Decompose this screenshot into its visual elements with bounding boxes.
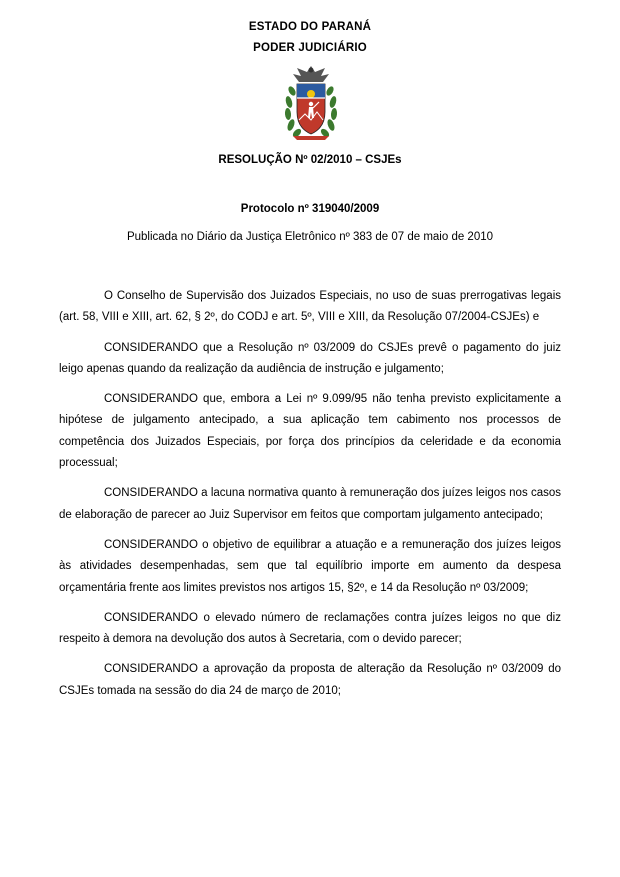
paragraph-considerando-1: CONSIDERANDO que a Resolução nº 03/2009 do CSJEs prevê o pagamento do juiz leigo apenas quando da realização da audiência de instrução e julgamento; xyxy=(59,341,561,375)
resolution-title: RESOLUÇÃO Nº 02/2010 – CSJEs xyxy=(218,154,402,166)
ribbon xyxy=(293,136,329,140)
paragraph-considerando-2: CONSIDERANDO que, embora a Lei nº 9.099/95 não tenha previsto explicitamente a hipótese de julgamento antecipado, a sua aplicação tem cabimento nos processos de competência dos Juizados Especiais, por força dos princípios da celeridade e da economia processual; xyxy=(59,393,561,470)
state-title: ESTADO DO PARANÁ xyxy=(248,21,372,33)
paragraph-considerando-4: CONSIDERANDO o objetivo de equilibrar a atuação e a remuneração dos juízes leigos às atividades desempenhadas, sem que tal equilíbrio importe em aumento da despesa orçamentária frente aos limites previstos nos artigos 15, §2º, e 14 da Resolução nº 03/2009; xyxy=(59,538,561,594)
publication-note: Publicada no Diário da Justiça Eletrônico nº 383 de 07 de maio de 2010 xyxy=(126,231,494,243)
paragraph-preamble: O Conselho de Supervisão dos Juizados Especiais, no uso de suas prerrogativas legais (art. 58, VIII e XIII, art. 62, § 2º, do CODJ e art. 5º, VIII e XIII, da Resolução 07/2004-CSJEs) e xyxy=(59,290,561,324)
paragraph-considerando-3: CONSIDERANDO a lacuna normativa quanto à remuneração dos juízes leigos nos casos de elaboração de parecer ao Juiz Supervisor em feitos que comportam julgamento antecipado; xyxy=(59,487,561,521)
protocol-number: Protocolo nº 319040/2009 xyxy=(240,203,380,215)
shield xyxy=(297,84,325,134)
eagle-crest xyxy=(293,66,329,82)
paragraph-considerando-6: CONSIDERANDO a aprovação da proposta de alteração da Resolução nº 03/2009 do CSJEs tomada na sessão do dia 24 de março de 2010; xyxy=(59,663,561,697)
court-title: PODER JUDICIÁRIO xyxy=(253,42,367,54)
paragraph-considerando-5: CONSIDERANDO o elevado número de reclamações contra juízes leigos no que diz respeito à demora na devolução dos autos à Secretaria, com o devido parecer; xyxy=(59,611,561,646)
resolution-body xyxy=(59,286,561,711)
parana-coat-of-arms-icon xyxy=(283,62,339,142)
